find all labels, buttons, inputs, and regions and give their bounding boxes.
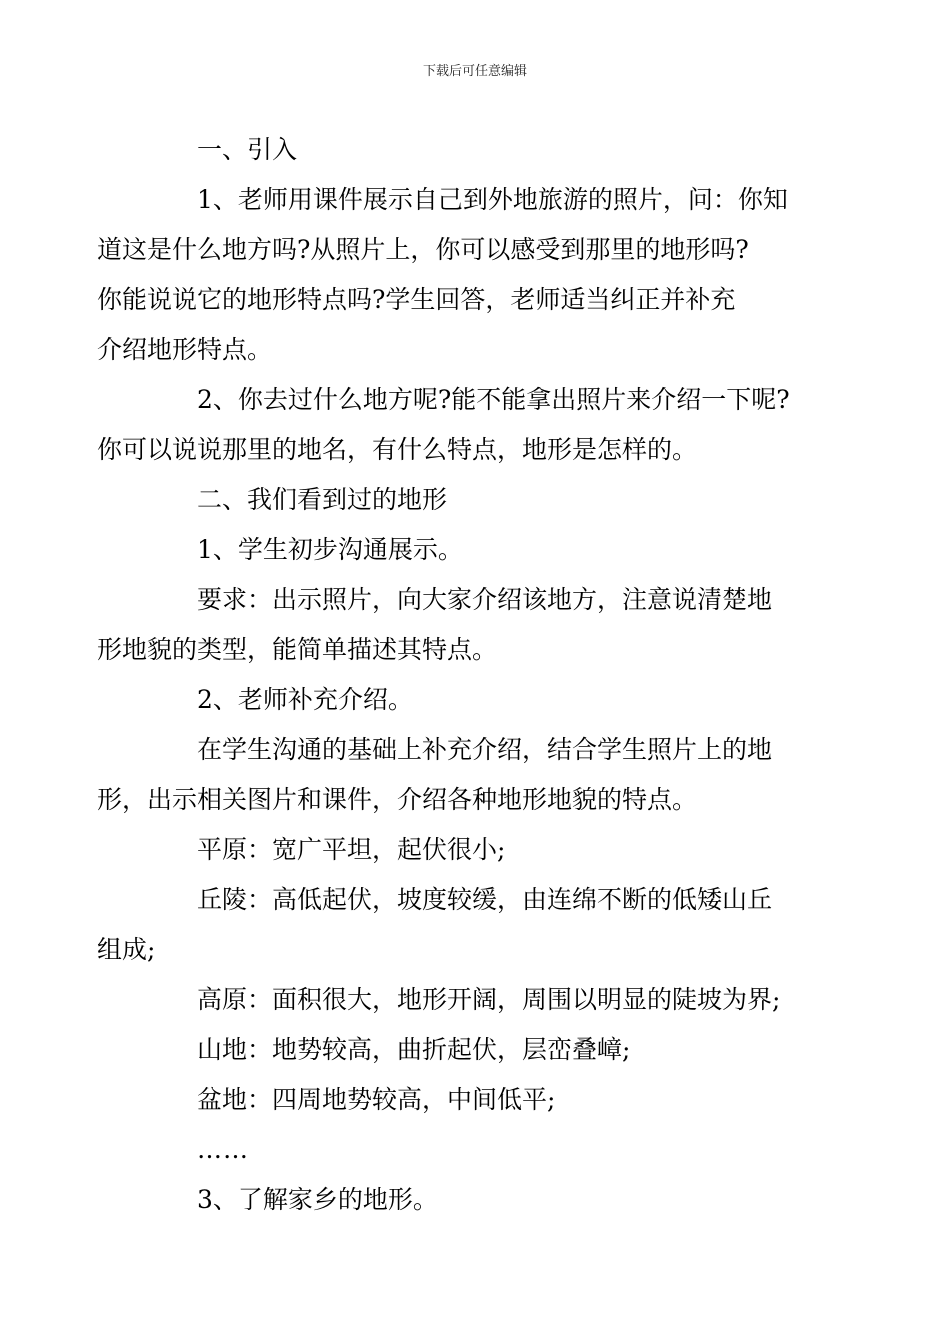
text-line: 介绍地形特点。 [97, 335, 273, 364]
text-line: 要求：出示照片，向大家介绍该地方，注意说清楚地 [197, 585, 773, 614]
paragraph-plateau [147, 975, 827, 1025]
paragraph-basin [147, 1075, 827, 1125]
text-line: 形地貌的类型，能简单描述其特点。 [97, 635, 498, 664]
text-line: 在学生沟通的基础上补充介绍，结合学生照片上的地 [197, 735, 773, 764]
text-line: 形，出示相关图片和课件，介绍各种地形地貌的特点。 [97, 785, 698, 814]
heading-terrain-seen [147, 475, 827, 525]
paragraph-requirements [97, 575, 827, 675]
text-line: 盆地：四周地势较高，中间低平; [197, 1085, 556, 1114]
text-line: 3、了解家乡的地形。 [197, 1185, 438, 1214]
text-line: 山地：地势较高，曲折起伏，层峦叠嶂; [197, 1035, 631, 1064]
text-line: 2、老师补充介绍。 [197, 685, 413, 714]
page-header: 下载后可任意编辑 [422, 64, 527, 79]
text-line: 1、学生初步沟通展示。 [197, 535, 463, 564]
text-line: 组成; [97, 935, 156, 964]
paragraph-hometown-terrain [147, 1175, 827, 1225]
text-line: 你能说说它的地形特点吗?学生回答，老师适当纠正并补充 [97, 285, 736, 314]
text-line: 一、引入 [197, 135, 298, 164]
heading-introduction [147, 125, 827, 175]
paragraph-teacher-supplement [147, 675, 827, 725]
document-body [97, 125, 827, 1225]
text-line: 1、老师用课件展示自己到外地旅游的照片，问：你知 [197, 185, 788, 214]
text-line: 道这是什么地方吗?从照片上，你可以感受到那里的地形吗? [97, 235, 749, 264]
paragraph-mountain [147, 1025, 827, 1075]
paragraph-where-have-you-been [97, 375, 827, 475]
paragraph-ellipsis [147, 1125, 827, 1175]
paragraph-hills [97, 875, 827, 975]
paragraph-teacher-photos [97, 175, 827, 375]
text-line: 丘陵：高低起伏，坡度较缓，由连绵不断的低矮山丘 [197, 885, 773, 914]
paragraph-student-share [147, 525, 827, 575]
paragraph-supplement-detail [97, 725, 827, 825]
text-line: …… [197, 1135, 249, 1164]
text-line: 2、你去过什么地方呢?能不能拿出照片来介绍一下呢? [197, 385, 790, 414]
text-line: 二、我们看到过的地形 [197, 485, 448, 514]
text-line: 平原：宽广平坦，起伏很小; [197, 835, 506, 864]
text-line: 高原：面积很大，地形开阔，周围以明显的陡坡为界; [197, 985, 781, 1014]
text-line: 你可以说说那里的地名，有什么特点，地形是怎样的。 [97, 435, 698, 464]
paragraph-plain [147, 825, 827, 875]
